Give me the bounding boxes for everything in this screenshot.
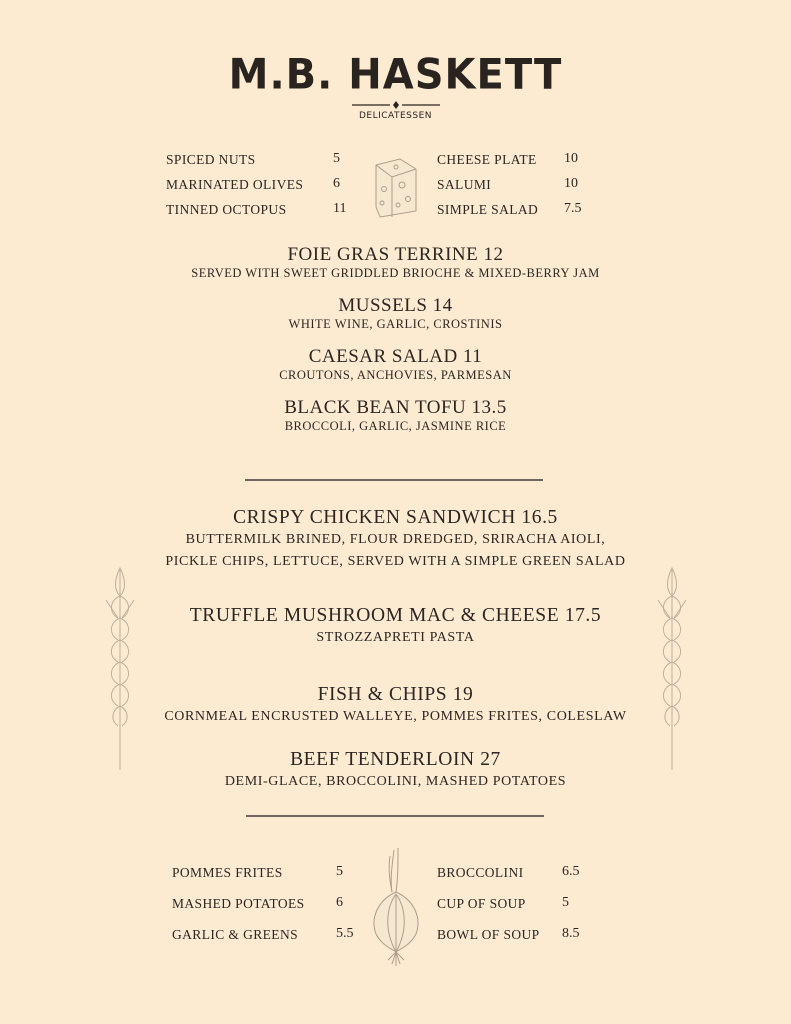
brand-subtitle: DELICATESSEN — [358, 111, 433, 121]
side-price: 5.5 — [336, 926, 354, 941]
side-price: 5 — [336, 864, 343, 879]
snack-price: 10 — [564, 176, 578, 191]
dish-description: STROZZAPRETI PASTA — [316, 630, 475, 645]
snack-price: 5 — [333, 151, 340, 166]
snack-item: TINNED OCTOPUS — [166, 202, 287, 217]
dish-name: CAESAR SALAD 11 — [308, 346, 483, 367]
menu-item — [0, 244, 791, 281]
dish-name: FISH & CHIPS 19 — [317, 684, 474, 705]
side-item: CUP OF SOUP — [437, 896, 526, 911]
section-divider — [246, 815, 544, 817]
snack-price: 6 — [333, 176, 340, 191]
dish-name: BLACK BEAN TOFU 13.5 — [284, 397, 507, 418]
dish-name: MUSSELS 14 — [338, 295, 453, 316]
dish-description: PICKLE CHIPS, LETTUCE, SERVED WITH A SIMPLE GREEN SALAD — [165, 554, 626, 569]
side-item: MASHED POTATOES — [172, 896, 305, 911]
dish-name: TRUFFLE MUSHROOM MAC & CHEESE 17.5 — [189, 605, 602, 626]
dish-description: BUTTERMILK BRINED, FLOUR DREDGED, SRIRACHA AIOLI, — [185, 532, 606, 547]
dish-name: BEEF TENDERLOIN 27 — [290, 749, 501, 770]
dish-description: DEMI-GLACE, BROCCOLINI, MASHED POTATOES — [224, 774, 567, 789]
cheese-icon — [370, 155, 422, 219]
snack-item: SALUMI — [437, 177, 492, 192]
side-price: 5 — [562, 895, 569, 910]
side-price: 6.5 — [562, 864, 580, 879]
snack-price: 10 — [564, 151, 578, 166]
snack-price: 7.5 — [564, 201, 582, 216]
dish-description: BROCCOLI, GARLIC, JASMINE RICE — [284, 419, 507, 433]
side-item: GARLIC & GREENS — [172, 927, 299, 942]
snack-item: SPICED NUTS — [166, 152, 256, 167]
side-price: 6 — [336, 895, 343, 910]
side-item: POMMES FRITES — [172, 865, 283, 880]
side-price: 8.5 — [562, 926, 580, 941]
side-item: BROCCOLINI — [437, 865, 524, 880]
wheat-icon — [98, 560, 142, 772]
snack-item: CHEESE PLATE — [437, 152, 537, 167]
dish-name: FOIE GRAS TERRINE 12 — [287, 244, 504, 265]
dish-description: WHITE WINE, GARLIC, CROSTINIS — [288, 317, 503, 331]
snack-price: 11 — [333, 201, 347, 216]
menu-item — [0, 295, 791, 332]
wheat-icon — [650, 560, 694, 772]
dish-name: CRISPY CHICKEN SANDWICH 16.5 — [233, 507, 558, 528]
section-divider — [245, 479, 543, 481]
onion-icon — [368, 846, 424, 970]
snack-item: SIMPLE SALAD — [437, 202, 539, 217]
dish-description: CROUTONS, ANCHOVIES, PARMESAN — [279, 368, 512, 382]
menu-item — [0, 346, 791, 383]
brand-logo: M.B. HASKETT — [228, 50, 563, 100]
logo-ornament — [352, 100, 440, 110]
menu-item — [0, 397, 791, 434]
side-item: BOWL OF SOUP — [437, 927, 540, 942]
dish-description: CORNMEAL ENCRUSTED WALLEYE, POMMES FRITES, COLESLAW — [164, 709, 627, 724]
dish-description: SERVED WITH SWEET GRIDDLED BRIOCHE & MIXED-BERRY JAM — [191, 266, 600, 280]
snack-item: MARINATED OLIVES — [166, 177, 304, 192]
